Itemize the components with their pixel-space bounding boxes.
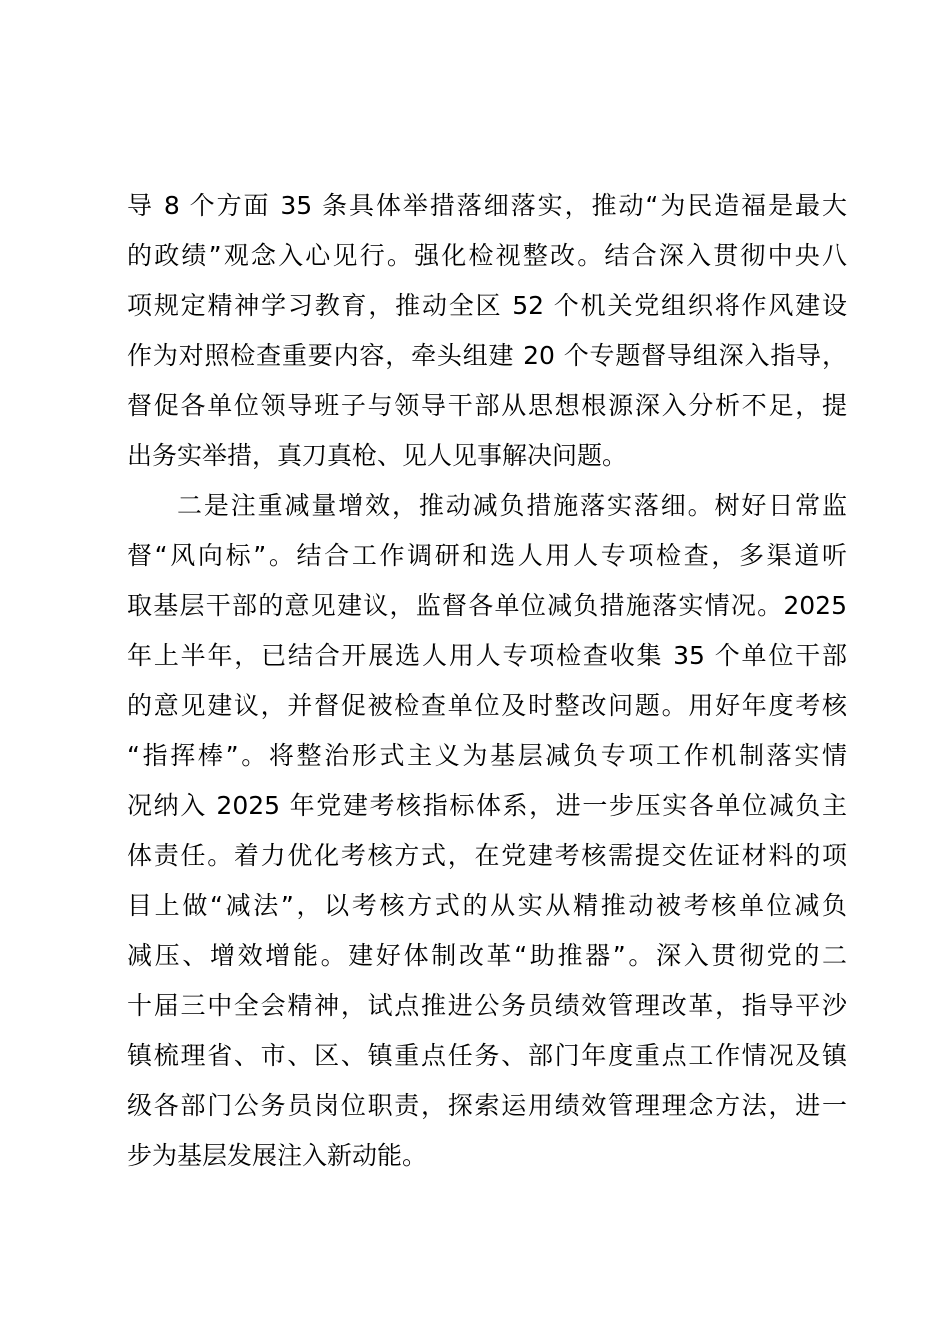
text-line: 督“风向标”。结合工作调研和选人用人专项检查，多渠道听 bbox=[127, 541, 847, 570]
text-line: 体责任。着力优化考核方式，在党建考核需提交佐证材料的项 bbox=[127, 841, 847, 870]
text-line: 目上做“减法”，以考核方式的从实从精推动被考核单位减负 bbox=[127, 891, 847, 920]
text-line: 导 8 个方面 35 条具体举措落细落实，推动“为民造福是最大 bbox=[127, 191, 847, 220]
text-line: 镇梳理省、市、区、镇重点任务、部门年度重点工作情况及镇 bbox=[127, 1041, 847, 1070]
text-line: 的政绩”观念入心见行。强化检视整改。结合深入贯彻中央八 bbox=[127, 241, 847, 270]
text-line: 作为对照检查重要内容，牵头组建 20 个专题督导组深入指导， bbox=[127, 341, 847, 370]
text-line: 项规定精神学习教育，推动全区 52 个机关党组织将作风建设 bbox=[127, 291, 847, 320]
text-line: 步为基层发展注入新动能。 bbox=[127, 1141, 428, 1170]
paragraph-first-line: 二是注重减量增效，推动减负措施落实落细。树好日常监 bbox=[177, 491, 847, 520]
text-line: 况纳入 2025 年党建考核指标体系，进一步压实各单位减负主 bbox=[127, 791, 847, 820]
text-line: 督促各单位领导班子与领导干部从思想根源深入分析不足，提 bbox=[127, 391, 847, 420]
text-line: 年上半年，已结合开展选人用人专项检查收集 35 个单位干部 bbox=[127, 641, 847, 670]
text-line: 取基层干部的意见建议，监督各单位减负措施落实情况。2025 bbox=[127, 591, 847, 620]
text-line: 级各部门公务员岗位职责，探索运用绩效管理理念方法，进一 bbox=[127, 1091, 847, 1120]
text-line: 十届三中全会精神，试点推进公务员绩效管理改革，指导平沙 bbox=[127, 991, 847, 1020]
text-line: “指挥棒”。将整治形式主义为基层减负专项工作机制落实情 bbox=[127, 741, 847, 770]
text-line: 减压、增效增能。建好体制改革“助推器”。深入贯彻党的二 bbox=[127, 941, 847, 970]
text-line: 的意见建议，并督促被检查单位及时整改问题。用好年度考核 bbox=[127, 691, 847, 720]
text-line: 出务实举措，真刀真枪、见人见事解决问题。 bbox=[127, 441, 628, 470]
